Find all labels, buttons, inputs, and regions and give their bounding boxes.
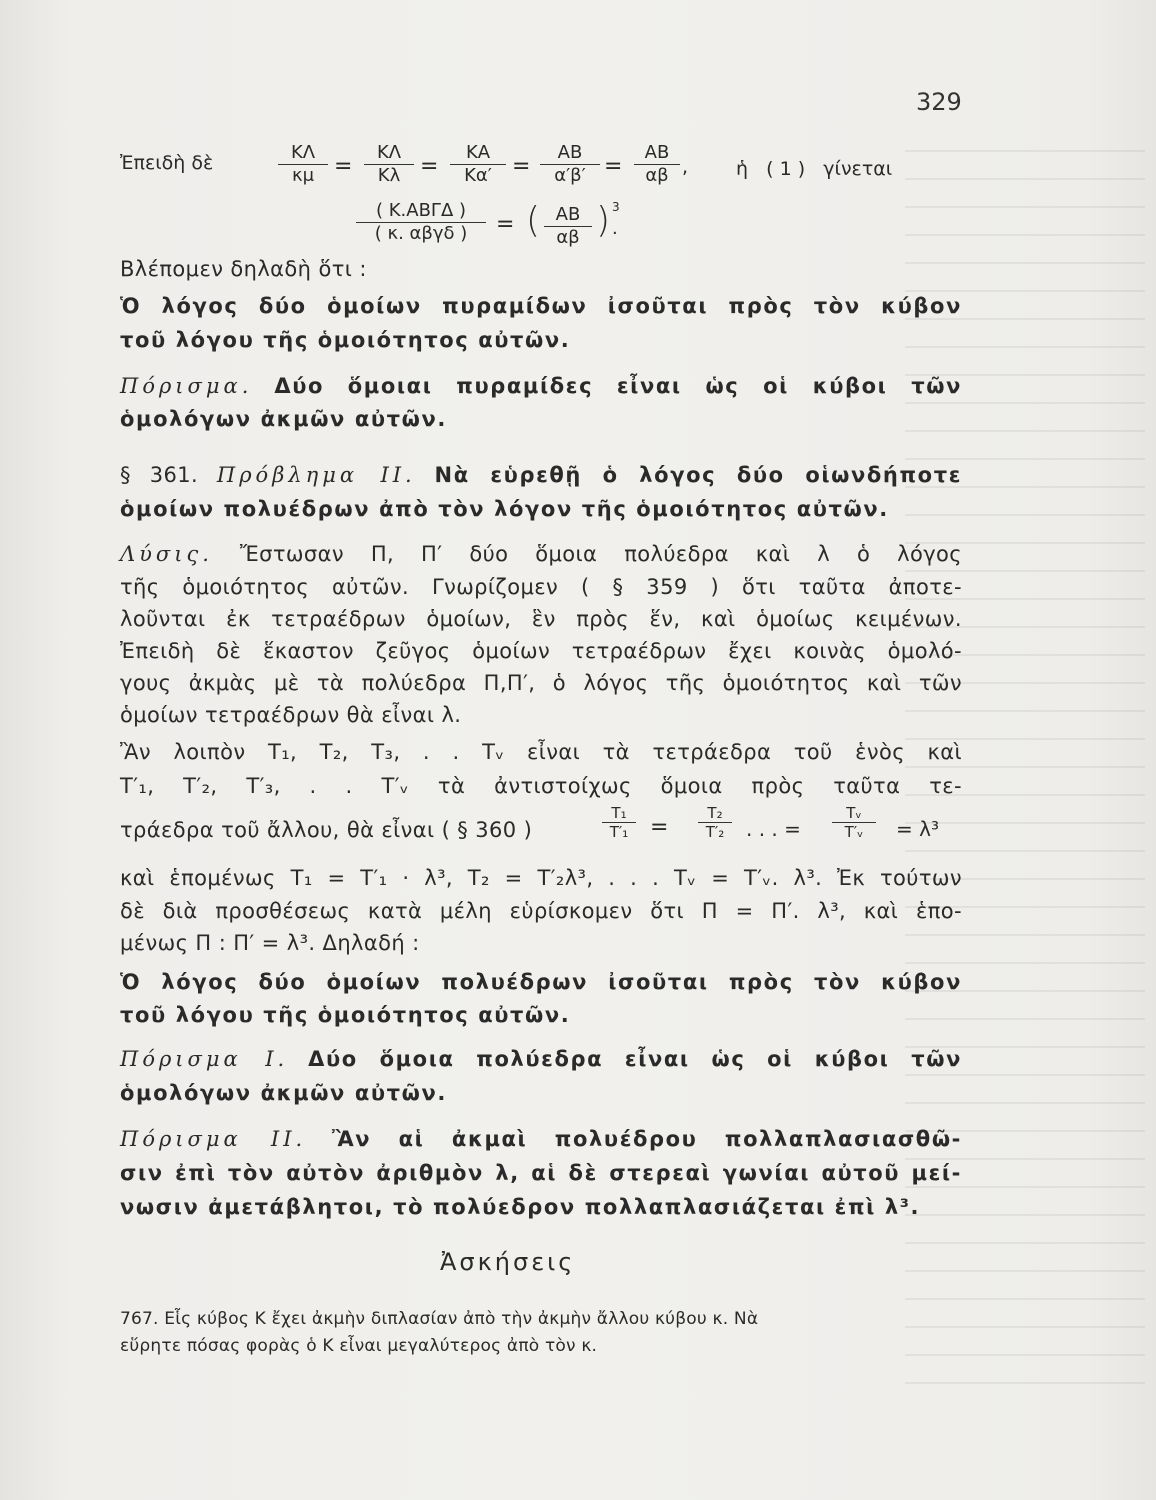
exponent: 3 — [612, 200, 620, 214]
eq1-tail: ἡ ( 1 ) γίνεται — [736, 158, 893, 180]
eq1-intro: Ἐπειδὴ δὲ — [120, 152, 214, 174]
solution-label: Λύσις. — [120, 542, 213, 566]
exercise-line: εὕρητε πόσας φορὰς ὁ Κ εἶναι μεγαλύτερος ἀπὸ τὸν κ. — [120, 1336, 598, 1356]
equals-sign: = — [334, 154, 353, 179]
corollary-line: σιν ἐπὶ τὸν αὐτὸν ἀριθμὸν λ, αἱ δὲ στερεαὶ γωνίαι αὐτοῦ μεί- — [120, 1161, 962, 1185]
fraction: $\frac{AB}{\alpha\beta}$ — [544, 204, 592, 249]
text-line: Βλέπομεν δηλαδὴ ὅτι : — [120, 257, 367, 281]
fraction: $\frac{AB}{\alpha'\beta'}$ — [540, 142, 600, 187]
text-line: γους ἀκμὰς μὲ τὰ πολύεδρα Π,Π′, ὁ λόγος τῆς ὁμοιότητος καὶ τῶν — [120, 671, 962, 695]
theorem-line: τοῦ λόγου τῆς ὁμοιότητος αὐτῶν. — [120, 328, 571, 352]
corollary-line: ὁμολόγων ἀκμῶν αὐτῶν. — [120, 407, 448, 431]
problem-label: Πρόβλημα ΙΙ. — [216, 463, 416, 487]
text-line: ὁμοίων τετραέδρων θὰ εἶναι λ. — [120, 703, 462, 727]
corollary-line: Πόρισμα. Δύο ὅμοιαι πυραμίδες εἶναι ὡς οἱ κύβοι τῶν — [120, 374, 963, 398]
section-number: § 361. — [120, 463, 199, 487]
corollary-line: νωσιν ἀμετάβλητοι, τὸ πολύεδρον πολλαπλασιάζεται ἐπὶ λ³. — [120, 1195, 921, 1219]
fraction: $\frac{AB}{\alpha\beta}$ — [634, 142, 680, 187]
text-line: Τ′₁, Τ′₂, Τ′₃, . . Τ′ᵥ τὰ ἀντιστοίχως ὅμοια πρὸς ταῦτα τε- — [120, 774, 962, 798]
text-line: Ἂν λοιπὸν Τ₁, Τ₂, Τ₃, . . Τᵥ εἶναι τὰ τετράεδρα τοῦ ἑνὸς καὶ — [120, 740, 962, 764]
problem-line: ὁμοίων πολυέδρων ἀπὸ τὸν λόγον τῆς ὁμοιότητος αὐτῶν. — [120, 497, 889, 521]
exercises-heading: Ἀσκήσεις — [440, 1248, 576, 1276]
fraction: $\frac{K\Lambda}{K\lambda}$ — [364, 142, 414, 187]
text-line: δὲ διὰ προσθέσεως κατὰ μέλη εὑρίσκομεν ὅτι Π = Π′. λ³, καὶ ἑπο- — [120, 899, 962, 923]
exercise-line: 767. Εἷς κύβος Κ ἔχει ἀκμὴν διπλασίαν ἀπὸ τὴν ἀκμὴν ἄλλου κύβου κ. Νὰ — [120, 1309, 759, 1329]
theorem-line: τοῦ λόγου τῆς ὁμοιότητος αὐτῶν. — [120, 1003, 571, 1027]
fraction: $\frac{\text{Τ₁}}{\text{Τ′₁}}$ — [602, 804, 636, 841]
ellipsis: . . . = — [746, 817, 801, 841]
text-line: Ἐπειδὴ δὲ ἕκαστον ζεῦγος ὁμοίων τετραέδρων ἔχει κοινὰς ὁμολό- — [120, 639, 962, 663]
equals-sign: = — [604, 154, 623, 179]
corollary-line: Πόρισμα Ι. Δύο ὅμοια πολύεδρα εἶναι ὡς οἱ κύβοι τῶν — [120, 1047, 962, 1071]
fraction: $\frac{\text{Τᵥ}}{\text{Τ′ᵥ}}$ — [832, 804, 876, 841]
text-line: τῆς ὁμοιότητος αὐτῶν. Γνωρίζομεν ( § 359 ) ὅτι ταῦτα ἀποτε- — [120, 575, 962, 599]
equals-sign: = — [512, 154, 531, 179]
text-line: τράεδρα τοῦ ἄλλου, θὰ εἶναι ( § 360 ) — [120, 818, 533, 842]
equals-sign: = — [420, 154, 439, 179]
solution-line: Λύσις. Ἔστωσαν Π, Π′ δύο ὅμοια πολύεδρα καὶ λ ὁ λόγος — [120, 542, 962, 566]
theorem-line: Ὁ λόγος δύο ὁμοίων πολυέδρων ἰσοῦται πρὸς τὸν κύβον — [120, 970, 962, 994]
corollary-label: Πόρισμα. — [120, 374, 253, 398]
fraction: $\frac{KA}{K\alpha'}$ — [450, 142, 506, 187]
book-page: 329 Ἐπειδὴ δὲ $\frac{K\Lambda}{\kappa\mu}$ = $\frac{K\Lambda}{K\lambda}$ = $\frac{KA}{K\alpha'}$ = $\frac{AB}{\alpha'\beta'}$ = $\frac{AB}{\alpha\beta}$ , ἡ ( 1 ) γίνεται ( Κ.ΑΒΓΔ ) ( κ. αβγδ ) = ( $\frac{AB}{\alpha\beta}$ ) 3 . Βλέπομεν δηλαδὴ ὅτι : Ὁ λόγος δύο ὁμοίων πυραμίδων ἰσοῦται πρὸς τὸν κύβον τοῦ λόγου τῆς ὁμοιότητος αὐτῶν. Πόρισμα. Δύο ὅμοιαι πυραμίδες εἶναι ὡς οἱ κύβοι τῶν ὁμολόγων ἀκμῶν αὐτῶν. § 361. Πρόβλημα ΙΙ. Νὰ εὑρεθῇ ὁ λόγος δύο οἱωνδήποτε ὁμοίων πολυέδρων ἀπὸ τὸν λόγον τῆς ὁμοιότητος αὐτῶν. Λύσις. Ἔστωσαν Π, Π′ δύο ὅμοια πολύεδρα καὶ λ ὁ λόγος τῆς ὁμοιότητος αὐτῶν. Γνωρίζομεν ( § 359 ) ὅτι ταῦτα ἀποτε- λοῦνται ἐκ τετραέδρων ὁμοίων, ἓν πρὸς ἕν, καὶ ὁμοίως κειμένων. Ἐπειδὴ δὲ ἕκαστον ζεῦγος ὁμοίων τετραέδρων ἔχει κοινὰς ὁμολό- γους ἀκμὰς μὲ τὰ πολύεδρα Π,Π′, ὁ λόγος τῆς ὁμοιότητος καὶ τῶν ὁμοίων τετραέδρων θὰ εἶναι λ. Ἂν λοιπὸν Τ₁, Τ₂, Τ₃, . . Τᵥ εἶναι τὰ τετράεδρα τοῦ ἑνὸς καὶ Τ′₁, Τ′₂, Τ′₃, . . Τ′ᵥ τὰ ἀντιστοίχως ὅμοια πρὸς ταῦτα τε- τράεδρα τοῦ ἄλλου, θὰ εἶναι ( § 360 ) $\frac{\text{Τ₁}}{\text{Τ′₁}}$ = $\frac{\text{Τ₂}}{\text{Τ′₂}}$ . . . = $\frac{\text{Τᵥ}}{\text{Τ′ᵥ}}$ = λ³ καὶ ἑπομένως Τ₁ = Τ′₁ · λ³, Τ₂ = Τ′₂λ³, . . . Τᵥ = Τ′ᵥ. λ³. Ἐκ τούτων δὲ διὰ προσθέσεως κατὰ μέλη εὑρίσκομεν ὅτι Π = Π′. λ³, καὶ ἑπο- μένως Π : Π′ = λ³. Δηλαδή : Ὁ λόγος δύο ὁμοίων πολυέδρων ἰσοῦται πρὸς τὸν κύβον τοῦ λόγου τῆς ὁμοιότητος αὐτῶν. Πόρισμα Ι. Δύο ὅμοια πολύεδρα εἶναι ὡς οἱ κύβοι τῶν ὁμολόγων ἀκμῶν αὐτῶν. Πόρισμα ΙΙ. Ἂν αἱ ἀκμαὶ πολυέδρου πολλαπλασιασθῶ- σιν ἐπὶ τὸν αὐτὸν ἀριθμὸν λ, αἱ δὲ στερεαὶ γωνίαι αὐτοῦ μεί- νωσιν ἀμετάβλητοι, τὸ πολύεδρον πολλαπλασιάζεται ἐπὶ λ³. Ἀσκήσεις 767. Εἷς κύβος Κ ἔχει ἀκμὴν διπλασίαν ἀπὸ τὴν ἀκμὴν ἄλλου κύβου κ. Νὰ εὕρητε πόσας φορὰς ὁ Κ εἶναι μεγαλύτερος ἀπὸ τὸν κ. — [0, 0, 1156, 1500]
ratio-result: = λ³ — [896, 817, 939, 841]
equals-sign: = — [650, 815, 669, 840]
theorem-line: Ὁ λόγος δύο ὁμοίων πυραμίδων ἰσοῦται πρὸς τὸν κύβον — [120, 294, 962, 318]
equals-sign: = — [496, 212, 515, 237]
corollary-line: ὁμολόγων ἀκμῶν αὐτῶν. — [120, 1081, 448, 1105]
fraction: ( Κ.ΑΒΓΔ ) ( κ. αβγδ ) — [356, 200, 486, 245]
text-line: λοῦνται ἐκ τετραέδρων ὁμοίων, ἓν πρὸς ἕν, καὶ ὁμοίως κειμένων. — [120, 607, 962, 631]
fraction: $\frac{\text{Τ₂}}{\text{Τ′₂}}$ — [698, 804, 732, 841]
text-line: μένως Π : Π′ = λ³. Δηλαδή : — [120, 931, 420, 955]
corollary-label: Πόρισμα ΙΙ. — [120, 1127, 307, 1151]
fraction: $\frac{K\Lambda}{\kappa\mu}$ — [278, 142, 328, 187]
text-line: καὶ ἑπομένως Τ₁ = Τ′₁ · λ³, Τ₂ = Τ′₂λ³, . . . Τᵥ = Τ′ᵥ. λ³. Ἐκ τούτων — [120, 866, 962, 890]
exercise-767 — [120, 1306, 950, 1360]
corollary-line: Πόρισμα ΙΙ. Ἂν αἱ ἀκμαὶ πολυέδρου πολλαπλασιασθῶ- — [120, 1127, 962, 1151]
problem-heading: § 361. Πρόβλημα ΙΙ. Νὰ εὑρεθῇ ὁ λόγος δύο οἱωνδήποτε — [120, 463, 962, 487]
corollary-label: Πόρισμα Ι. — [120, 1047, 289, 1071]
page-number: 329 — [916, 88, 962, 116]
